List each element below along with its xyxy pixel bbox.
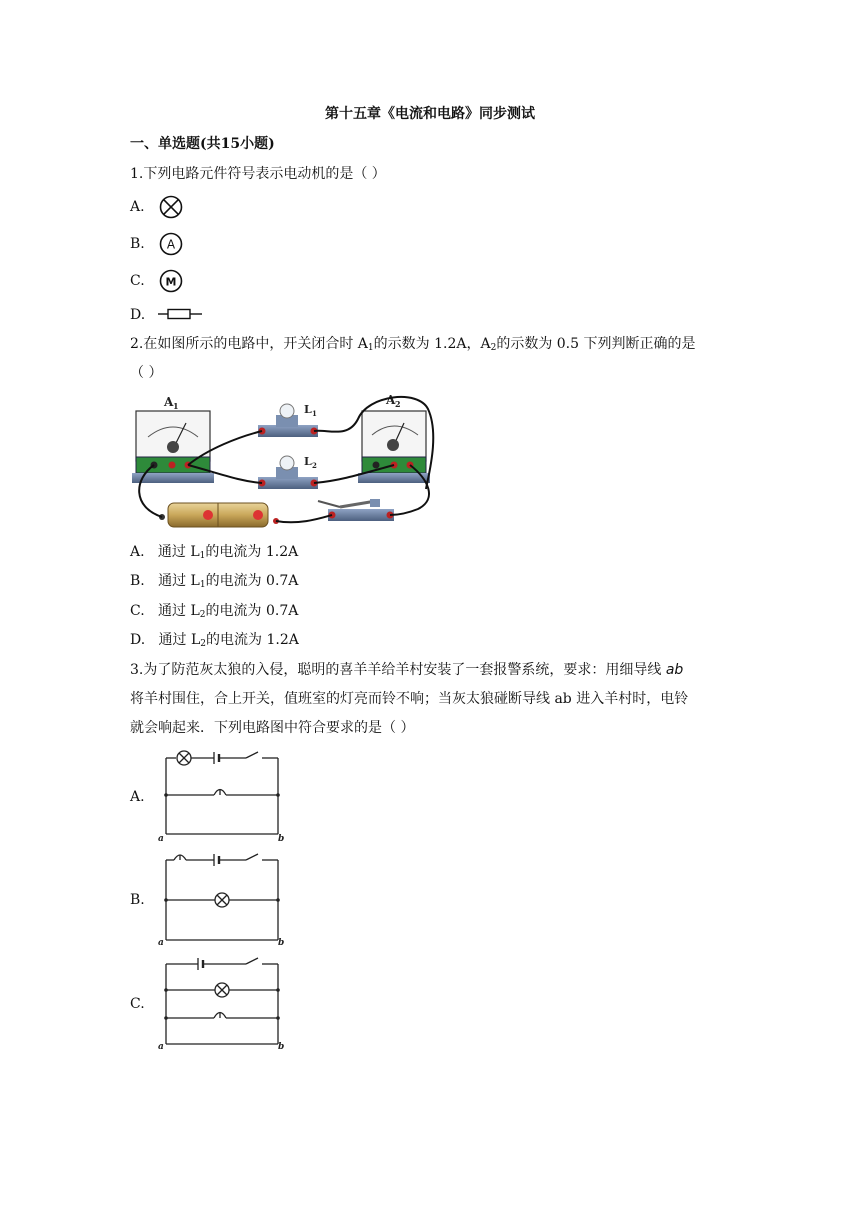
question-1-stem: 1.下列电路元件符号表示电动机的是（ ） [130, 166, 386, 182]
q3-c-corner-a: a [158, 1042, 164, 1050]
motor-symbol-icon [158, 268, 184, 294]
motor-symbol-letter: M [165, 275, 177, 289]
q1-option-b-label: B. [130, 236, 145, 252]
q2-option-a [130, 545, 298, 561]
q3-b-corner-a: a [158, 938, 164, 946]
q2-option-a-label: A. [130, 544, 145, 560]
resistor-symbol-icon [156, 306, 204, 322]
lamp-l1-sub: 1 [312, 409, 317, 418]
ammeter-a1-label: A [164, 395, 174, 409]
ammeter-a2-sub: 2 [395, 399, 401, 409]
q2-option-a-post: 的电流为 1.2A [205, 544, 299, 560]
q2-option-c-label: C. [130, 603, 145, 619]
q2-option-d-sub: 2 [200, 639, 207, 649]
q2-stem-part2: 的示数为 1.2A，A [373, 336, 491, 352]
q2-option-c-pre: 通过 L [158, 603, 200, 619]
q2-option-b-pre: 通过 L [158, 573, 200, 589]
q3-circuit-c [154, 954, 290, 1050]
question-2-stem [130, 337, 696, 353]
q3-option-a-label: A. [130, 789, 145, 805]
q3-option-c-label: C. [130, 996, 145, 1012]
q1-option-c-label: C. [130, 273, 145, 289]
q3-a-corner-b: b [278, 834, 285, 842]
q1-option-d-label: D. [130, 307, 146, 323]
lamp-l2-label: L [304, 455, 312, 468]
question-2-stem-line2: （ ） [130, 365, 163, 381]
q2-stem-part3: 的示数为 0.5 下列判断正确的是 [496, 336, 696, 352]
q2-option-c-post: 的电流为 0.7A [205, 603, 299, 619]
question-3-line1 [130, 663, 683, 677]
q2-option-d-pre: 通过 L [158, 632, 201, 648]
battery [159, 503, 279, 527]
q3-line1-text: 3.为了防范灰太狼的入侵，聪明的喜羊羊给羊村安装了一套报警系统，要求：用细导线 [130, 662, 662, 678]
q2-option-b-label: B. [130, 573, 145, 589]
q2-option-d [130, 633, 299, 649]
q2-option-d-post: 的电流为 1.2A [206, 632, 299, 648]
q2-option-b-sub: 1 [199, 580, 206, 590]
q3-a-corner-a: a [158, 834, 164, 842]
q3-line1-italic: ab [665, 662, 684, 678]
q3-b-corner-b: b [278, 938, 285, 946]
q2-stem-part1: 2.在如图所示的电路中，开关闭合时 A [130, 336, 368, 352]
ammeter-a2-label: A [386, 393, 396, 407]
lamp-l2-sub: 2 [312, 461, 317, 470]
section-heading: 一、单选题(共15小题) [130, 136, 275, 152]
q2-option-a-sub: 1 [199, 551, 206, 561]
q3-circuit-a [154, 750, 290, 842]
lamp-symbol-icon [158, 194, 184, 220]
document-title: 第十五章《电流和电路》同步测试 [325, 106, 535, 122]
lamp-l1-label: L [304, 403, 312, 416]
question-3-line3: 就会响起来．下列电路图中符合要求的是（ ） [130, 720, 415, 736]
question-3-line2: 将羊村围住，合上开关，值班室的灯亮而铃不响；当灰太狼碰断导线 ab 进入羊村时，电铃 [130, 691, 689, 707]
q2-option-d-label: D. [130, 632, 146, 648]
q3-c-corner-b: b [278, 1042, 285, 1050]
q2-option-a-pre: 通过 L [157, 544, 200, 560]
q2-stem-sub2: 2 [490, 343, 497, 353]
q3-option-b-label: B. [130, 892, 145, 908]
q2-option-b [130, 574, 298, 590]
q1-option-a-label: A. [130, 199, 145, 215]
lamp-l1 [258, 403, 318, 437]
q3-circuit-b [154, 852, 290, 946]
q2-stem-sub1: 1 [367, 343, 374, 353]
q2-circuit-figure [128, 389, 438, 531]
lamp-l2 [258, 455, 318, 489]
q2-option-c [130, 604, 298, 620]
q2-option-b-post: 的电流为 0.7A [205, 573, 299, 589]
q2-option-c-sub: 2 [199, 610, 206, 620]
ammeter-symbol-icon [158, 231, 184, 257]
ammeter-symbol-letter: A [166, 237, 176, 252]
ammeter-a1-sub: 1 [173, 401, 179, 411]
switch [318, 499, 394, 521]
